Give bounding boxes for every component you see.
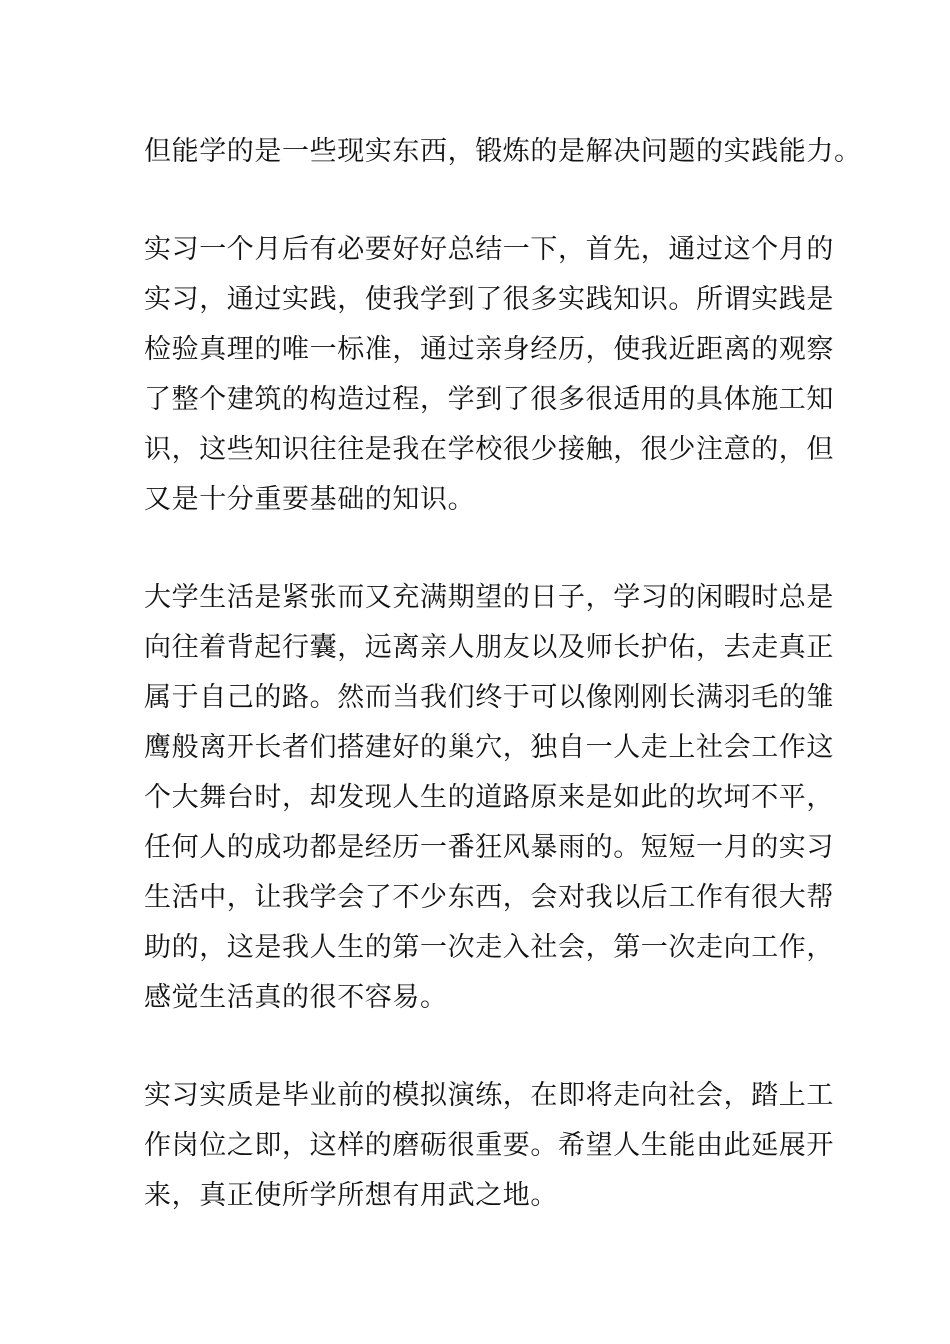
paragraph-2-line-6: 又是十分重要基础的知识。 — [144, 484, 476, 515]
paragraph-3-line-5: 个大舞台时，却发现人生的道路原来是如此的坎坷不平， — [144, 782, 834, 813]
paragraph-2-line-3: 检验真理的唯一标准，通过亲身经历，使我近距离的观察 — [144, 334, 834, 365]
paragraph-3-line-7: 生活中，让我学会了不少东西，会对我以后工作有很大帮 — [144, 882, 834, 913]
paragraph-2-line-2: 实习，通过实践，使我学到了很多实践知识。所谓实践是 — [144, 284, 834, 315]
paragraph-4-line-3: 来，真正使所学所想有用武之地。 — [144, 1180, 558, 1211]
paragraph-3-line-2: 向往着背起行囊，远离亲人朋友以及师长护佑，去走真正 — [144, 632, 834, 663]
paragraph-3-line-3: 属于自己的路。然而当我们终于可以像刚刚长满羽毛的雏 — [144, 682, 834, 713]
paragraph-2-line-1: 实习一个月后有必要好好总结一下，首先，通过这个月的 — [144, 234, 834, 265]
paragraph-3-line-8: 助的，这是我人生的第一次走入社会，第一次走向工作， — [144, 932, 834, 963]
paragraph-4-line-2: 作岗位之即，这样的磨砺很重要。希望人生能由此延展开 — [144, 1130, 834, 1161]
paragraph-2-line-4: 了整个建筑的构造过程，学到了很多很适用的具体施工知 — [144, 384, 834, 415]
paragraph-3-line-4: 鹰般离开长者们搭建好的巢穴，独自一人走上社会工作这 — [144, 732, 834, 763]
paragraph-1-line-1: 但能学的是一些现实东西，锻炼的是解决问题的实践能力。 — [144, 136, 862, 167]
paragraph-2-line-5: 识，这些知识往往是我在学校很少接触，很少注意的，但 — [144, 434, 834, 465]
paragraph-3-line-6: 任何人的成功都是经历一番狂风暴雨的。短短一月的实习 — [144, 832, 834, 863]
paragraph-3-line-1: 大学生活是紧张而又充满期望的日子，学习的闲暇时总是 — [144, 582, 834, 613]
paragraph-3-line-9: 感觉生活真的很不容易。 — [144, 982, 448, 1013]
paragraph-4-line-1: 实习实质是毕业前的模拟演练，在即将走向社会，踏上工 — [144, 1080, 834, 1111]
